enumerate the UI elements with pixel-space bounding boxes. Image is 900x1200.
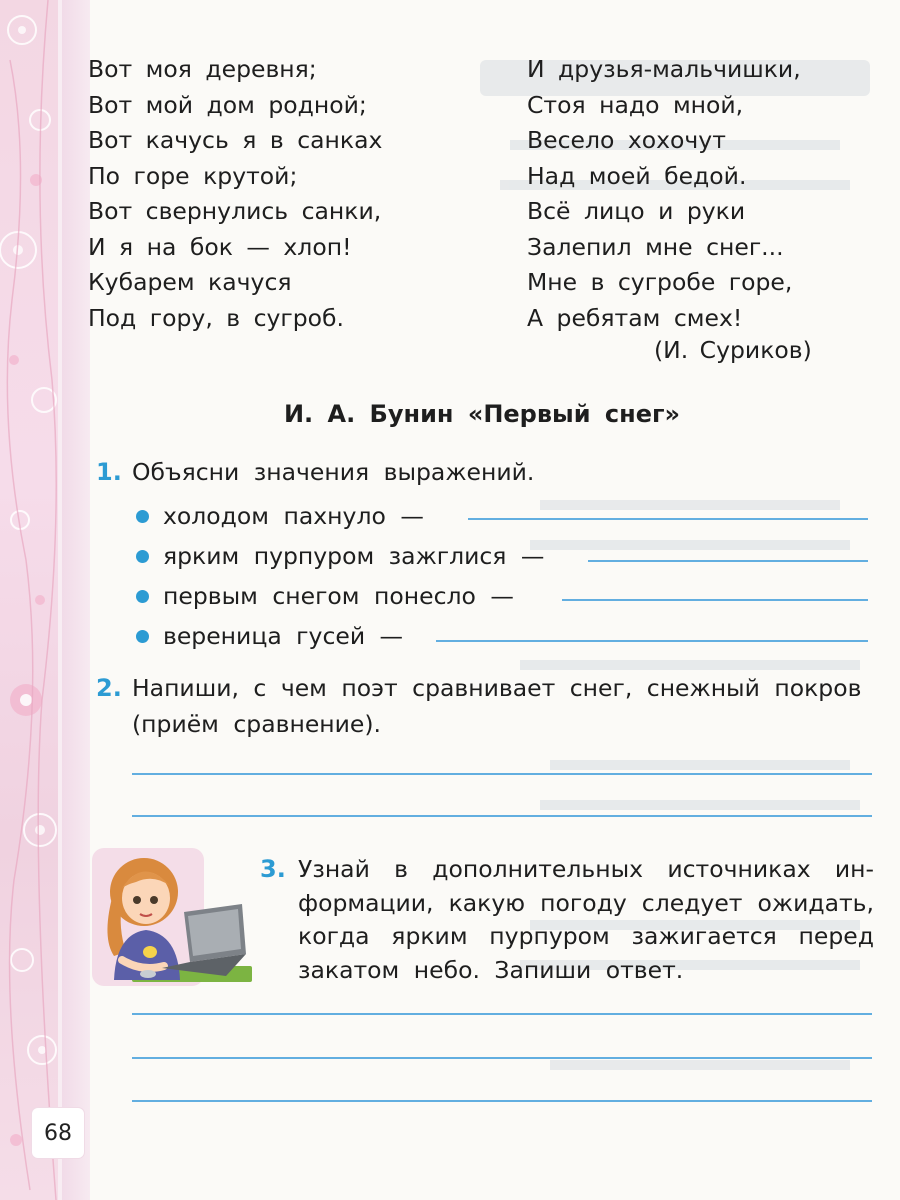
poem-line: Над моей бедой. [527, 161, 747, 190]
task-3-text-line-2: формации, какую погоду следует ожидать, [298, 889, 874, 917]
bullet-icon [136, 630, 149, 643]
answer-line[interactable] [562, 599, 868, 601]
section-title: И. А. Бунин «Первый снег» [283, 400, 681, 428]
bullet-icon [136, 550, 149, 563]
girl-with-laptop-illustration [92, 848, 252, 986]
list-item [136, 500, 424, 532]
poem-line: Кубарем качуся [88, 268, 292, 296]
poem-line: А ребятам смех! [527, 303, 743, 332]
expression-text: первым снегом понесло — [163, 582, 514, 610]
task-1-text: Объясни значения выражений. [132, 458, 535, 486]
answer-line[interactable] [132, 1057, 872, 1059]
poem-line: Стоя надо мной, [527, 90, 744, 119]
flower-ornament-icon [0, 0, 90, 1200]
task-2-text-line-1: Напиши, с чем поэт сравнивает снег, снежный покров [132, 674, 862, 702]
answer-line[interactable] [132, 1013, 872, 1015]
poem-line: Вот свернулись санки, [88, 197, 382, 225]
poem-line: Вот качусь я в санках [88, 126, 383, 154]
poem-line: Мне в сугробе горе, [527, 268, 793, 296]
bullet-icon [136, 510, 149, 523]
answer-line[interactable] [436, 640, 868, 642]
poem-line: И друзья-мальчишки, [527, 55, 801, 83]
expression-text: холодом пахнуло — [163, 502, 424, 530]
poem-line: Под гору, в сугроб. [88, 303, 345, 332]
poem-line: Залепил мне снег... [527, 232, 784, 261]
answer-line[interactable] [468, 518, 868, 520]
task-3-text-line-1: Узнай в дополнительных источниках ин- [298, 855, 874, 883]
task-3-number: 3. [260, 855, 286, 883]
list-item [136, 580, 514, 612]
page-number: 68 [32, 1108, 84, 1158]
task-2-text-line-2: (приём сравнение). [132, 710, 382, 738]
answer-line[interactable] [132, 815, 872, 817]
answer-line[interactable] [132, 1100, 872, 1102]
poem-line: По горе крутой; [88, 161, 298, 190]
poem-line: Всё лицо и руки [527, 197, 746, 225]
answer-line[interactable] [588, 560, 868, 562]
poem-right-column [527, 52, 801, 336]
task-1-number: 1. [96, 458, 122, 486]
poem-left-column [88, 52, 382, 336]
task-3-text-line-4: закатом небо. Запиши ответ. [298, 956, 684, 984]
answer-line[interactable] [132, 773, 872, 775]
task-2-number: 2. [96, 674, 122, 702]
poem-line: И я на бок — хлоп! [88, 232, 352, 261]
poem-line: Вот моя деревня; [88, 55, 317, 83]
task-3-text-line-3: когда ярким пурпуром зажигается перед [298, 922, 874, 950]
poem-line: Вот мой дом родной; [88, 90, 367, 119]
poem-author: (И. Суриков) [654, 336, 812, 364]
list-item [136, 540, 544, 572]
bullet-icon [136, 590, 149, 603]
expression-text: вереница гусей — [163, 622, 404, 650]
list-item [136, 620, 403, 652]
expression-text: ярким пурпуром зажглися — [163, 542, 545, 570]
poem-line: Весело хохочут [527, 126, 726, 154]
